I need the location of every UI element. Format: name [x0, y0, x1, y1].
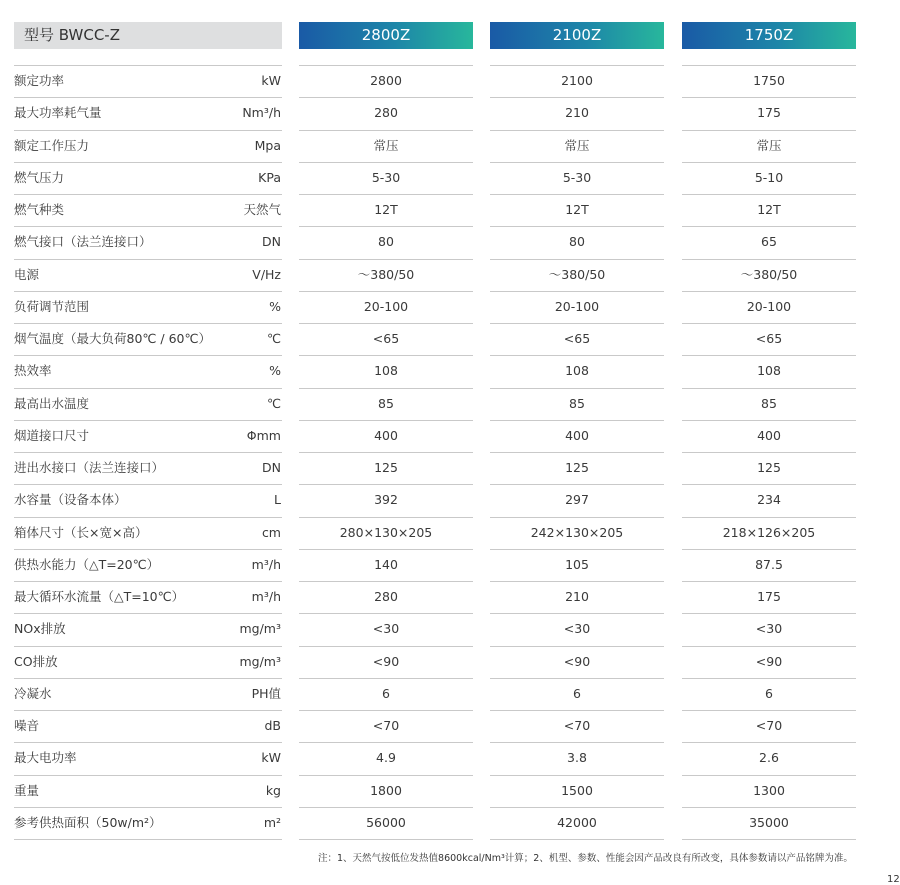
spec-unit: %: [269, 298, 281, 314]
row-divider: [682, 839, 856, 840]
spec-row: [0, 420, 900, 452]
row-divider: [299, 839, 473, 840]
spec-unit: ℃: [266, 395, 281, 411]
spec-label: 电源: [14, 266, 40, 282]
spec-value-2800z: <65: [372, 331, 400, 346]
spec-unit: Φmm: [246, 427, 281, 443]
model-header-2100z: 2100Z: [490, 22, 664, 49]
spec-value-1750z: <70: [755, 718, 783, 733]
spec-value-1750z: 85: [761, 395, 777, 411]
spec-row: [0, 162, 900, 194]
spec-unit: kg: [265, 782, 281, 798]
spec-label: 参考供热面积（50w/m²）: [14, 814, 162, 830]
spec-unit: V/Hz: [252, 266, 281, 282]
spec-value-2100z: 3.8: [567, 750, 587, 766]
spec-value-1750z: 6: [765, 685, 773, 701]
spec-value-1750z: 65: [761, 234, 777, 250]
spec-value-2800z: 4.9: [376, 750, 396, 766]
spec-value-2100z: <30: [563, 621, 591, 637]
spec-unit: kW: [261, 73, 281, 88]
spec-unit: cm: [261, 524, 281, 540]
spec-label: 进出水接口（法兰连接口）: [14, 460, 165, 475]
spec-value-2800z: 280×130×205: [339, 524, 433, 540]
spec-unit: m³/h: [251, 589, 281, 604]
spec-row: [0, 65, 900, 97]
spec-row: [0, 807, 900, 839]
spec-unit: ℃: [266, 331, 281, 346]
spec-value-2800z: 85: [378, 395, 394, 411]
spec-value-2800z: 56000: [366, 814, 406, 830]
spec-value-2100z: 80: [569, 234, 585, 250]
spec-value-2100z: 常压: [564, 137, 590, 153]
spec-value-2100z: 1500: [561, 782, 593, 798]
spec-value-1750z: 35000: [749, 814, 789, 830]
spec-label: 额定功率: [14, 73, 65, 88]
spec-row: [0, 130, 900, 162]
spec-value-2800z: 80: [378, 234, 394, 250]
spec-value-2800z: 2800: [370, 73, 402, 88]
spec-row: [0, 291, 900, 323]
spec-row: [0, 355, 900, 387]
spec-value-2800z: 12T: [374, 202, 398, 217]
spec-value-2800z: <70: [372, 718, 400, 733]
spec-row: [0, 517, 900, 549]
spec-value-1750z: 400: [757, 427, 781, 443]
spec-row: [0, 775, 900, 807]
spec-label: 燃气种类: [14, 202, 65, 217]
spec-row: [0, 452, 900, 484]
spec-value-2800z: 400: [374, 427, 398, 443]
spec-value-2800z: 1800: [370, 782, 402, 798]
spec-value-1750z: 175: [757, 105, 781, 121]
spec-unit: PH值: [251, 685, 281, 701]
spec-row: [0, 97, 900, 129]
spec-value-2800z: 20-100: [363, 298, 409, 314]
spec-value-1750z: 218×126×205: [722, 524, 816, 540]
spec-value-2800z: 140: [374, 556, 398, 572]
spec-value-2100z: 210: [565, 105, 589, 121]
spec-value-1750z: 1750: [753, 73, 785, 88]
spec-label: CO排放: [14, 653, 58, 669]
spec-unit: KPa: [258, 169, 281, 185]
spec-unit: m²: [263, 814, 281, 830]
spec-label: 烟气温度（最大负荷80℃ / 60℃）: [14, 331, 212, 346]
spec-unit: kW: [261, 750, 281, 766]
spec-value-1750z: 108: [757, 363, 781, 379]
spec-label: 负荷调节范围: [14, 298, 90, 314]
spec-unit: dB: [264, 718, 281, 733]
spec-value-1750z: 1300: [753, 782, 785, 798]
spec-unit: mg/m³: [239, 621, 281, 637]
spec-value-1750z: 175: [757, 589, 781, 604]
spec-label: 燃气压力: [14, 169, 65, 185]
spec-label: 水容量（设备本体）: [14, 492, 127, 508]
spec-row: [0, 323, 900, 355]
spec-label: 重量: [14, 782, 40, 798]
spec-value-1750z: 87.5: [755, 556, 783, 572]
footnote: 注：1、天然气按低位发热值8600kcal/Nm³计算；2、机型、参数、性能会因产品改良有所改变，具体参数请以产品铭牌为准。: [318, 853, 853, 864]
spec-value-1750z: 常压: [756, 137, 782, 153]
spec-unit: Mpa: [254, 137, 281, 153]
spec-row: [0, 613, 900, 645]
spec-value-2100z: 12T: [565, 202, 589, 217]
spec-unit: Nm³/h: [242, 105, 281, 121]
spec-label: 额定工作压力: [14, 137, 90, 153]
spec-label: 燃气接口（法兰连接口）: [14, 234, 152, 250]
spec-value-1750z: <65: [755, 331, 783, 346]
spec-value-2800z: 125: [374, 460, 398, 475]
spec-value-2100z: <90: [563, 653, 591, 669]
spec-row: [0, 484, 900, 516]
spec-unit: L: [274, 492, 281, 508]
spec-value-2800z: 5-30: [371, 169, 401, 185]
row-divider: [14, 839, 282, 840]
spec-value-1750z: 2.6: [759, 750, 779, 766]
spec-label: 最大电功率: [14, 750, 77, 766]
spec-value-1750z: ～380/50: [740, 266, 798, 282]
spec-value-2800z: 280: [374, 105, 398, 121]
spec-value-2100z: 242×130×205: [530, 524, 624, 540]
spec-value-2100z: 42000: [557, 814, 597, 830]
spec-row: [0, 581, 900, 613]
spec-value-2100z: 2100: [561, 73, 593, 88]
spec-value-2100z: ～380/50: [548, 266, 606, 282]
row-divider: [490, 839, 664, 840]
spec-label: 冷凝水: [14, 685, 52, 701]
spec-value-2100z: 5-30: [562, 169, 592, 185]
spec-unit: DN: [262, 460, 281, 475]
spec-row: [0, 226, 900, 258]
spec-value-2100z: 125: [565, 460, 589, 475]
page-number: 12: [887, 874, 900, 885]
spec-row: [0, 259, 900, 291]
spec-value-2100z: <70: [563, 718, 591, 733]
spec-unit: %: [269, 363, 281, 379]
spec-value-2800z: <30: [372, 621, 400, 637]
spec-label: 最大循环水流量（△T=10℃）: [14, 589, 185, 604]
spec-row: [0, 742, 900, 774]
spec-label: 供热水能力（△T=20℃）: [14, 556, 160, 572]
spec-row: [0, 194, 900, 226]
model-header-2800z: 2800Z: [299, 22, 473, 49]
spec-value-2800z: <90: [372, 653, 400, 669]
spec-value-1750z: 20-100: [746, 298, 792, 314]
spec-value-2800z: 108: [374, 363, 398, 379]
spec-unit: 天然气: [243, 202, 281, 217]
spec-label: 热效率: [14, 363, 52, 379]
spec-label: 箱体尺寸（长×宽×高）: [14, 524, 148, 540]
spec-value-2100z: 400: [565, 427, 589, 443]
spec-value-2100z: 210: [565, 589, 589, 604]
spec-value-2100z: <65: [563, 331, 591, 346]
spec-value-2100z: 6: [573, 685, 581, 701]
spec-value-2100z: 297: [565, 492, 589, 508]
spec-label: 最高出水温度: [14, 395, 90, 411]
spec-value-2100z: 108: [565, 363, 589, 379]
spec-value-2800z: 6: [382, 685, 390, 701]
spec-row: [0, 710, 900, 742]
spec-label: 烟道接口尺寸: [14, 427, 90, 443]
spec-label: 最大功率耗气量: [14, 105, 102, 121]
model-header-1750z: 1750Z: [682, 22, 856, 49]
spec-value-1750z: 234: [757, 492, 781, 508]
spec-unit: mg/m³: [239, 653, 281, 669]
spec-row: [0, 388, 900, 420]
spec-value-2100z: 105: [565, 556, 589, 572]
spec-value-1750z: 125: [757, 460, 781, 475]
spec-value-2800z: 常压: [373, 137, 399, 153]
spec-value-1750z: <30: [755, 621, 783, 637]
spec-label: NOx排放: [14, 621, 66, 637]
spec-unit: m³/h: [251, 556, 281, 572]
spec-row: [0, 678, 900, 710]
spec-value-2100z: 20-100: [554, 298, 600, 314]
spec-value-2800z: 392: [374, 492, 398, 508]
spec-value-1750z: <90: [755, 653, 783, 669]
spec-value-1750z: 5-10: [754, 169, 784, 185]
spec-value-2100z: 85: [569, 395, 585, 411]
spec-value-2800z: 280: [374, 589, 398, 604]
spec-row: [0, 646, 900, 678]
spec-value-2800z: ～380/50: [357, 266, 415, 282]
spec-unit: DN: [262, 234, 281, 250]
spec-row: [0, 549, 900, 581]
spec-value-1750z: 12T: [757, 202, 781, 217]
model-series-label: 型号 BWCC-Z: [14, 22, 282, 49]
spec-label: 噪音: [14, 718, 40, 733]
